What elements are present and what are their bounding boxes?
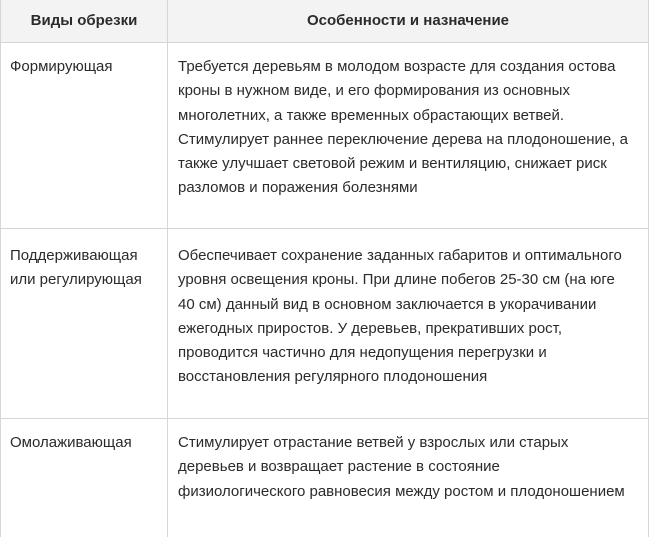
description-cell: Требуется деревьям в молодом возрасте для создания остова кроны в нужном виде, и его формирования из основных многолетних, а также временных обрастающих ветвей. Стимулирует раннее переключение дерева на плодоношение, а также улучшает световой режим и вентиляцию, снижает риск разломов и поражения болезнями (178, 58, 628, 197)
table-row (1, 419, 648, 537)
pruning-type-cell: Формирующая (1, 43, 168, 228)
pruning-type-cell: Омолаживающая (1, 419, 168, 537)
table-row (1, 229, 648, 419)
table-header-row (1, 0, 648, 43)
description-cell: Обеспечивает сохранение заданных габаритов и оптимального уровня освещения кроны. При длине побегов 25-30 см (на юге 40 см) данный вид в основном заключается в укорачивании ежегодных приростов. У деревьев, прекративших рост, проводится частично для недопущения перегрузки и восстановления регулярного плодоношения (178, 247, 622, 386)
pruning-type-cell: Поддерживающая или регулирующая (1, 229, 168, 418)
description-cell: Стимулирует отрастание ветвей у взрослых или старых деревьев и возвращает растение в состояние физиологического равновесия между ростом и плодоношением (178, 434, 625, 500)
header-features-purpose: Особенности и назначение (306, 12, 510, 29)
table-row (1, 43, 648, 229)
header-pruning-type: Виды обрезки (1, 0, 168, 42)
